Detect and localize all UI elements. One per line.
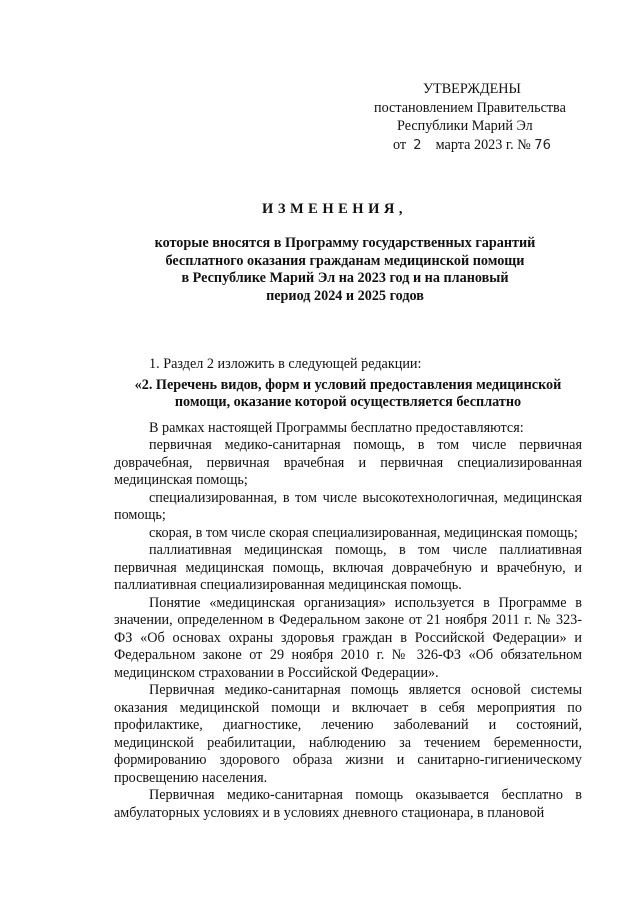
subtitle-line: которые вносятся в Программу государственных гарантий <box>154 235 536 251</box>
subtitle-line: в Республике Марий Эл на 2023 год и на плановый <box>181 270 509 286</box>
handwritten-day: 2 <box>413 137 422 153</box>
subtitle-line: период 2024 и 2025 годов <box>266 287 424 304</box>
handwritten-number: 76 <box>534 137 551 153</box>
item-1: 1. Раздел 2 изложить в следующей редакции: <box>149 356 422 372</box>
paragraph: Понятие «медицинская организация» используется в Программе в значении, определенном в Федеральном законе от 21 ноября 2011 г. № 323-ФЗ «Об основах охраны здоровья граждан в Российской Федерации» и Федеральном законе от 29 ноября 2010 г. № 326-ФЗ «Об обязательном медицинском страховании в Российской Федерации». <box>114 594 582 681</box>
paragraph: паллиативная медицинская помощь, в том числе паллиативная первичная медицинская помощь, включая доврачебную и врачебную, и паллиативная специализированная медицинская помощь. <box>114 542 582 593</box>
section-title <box>114 377 582 412</box>
approval-decree: постановлением Правительства <box>374 99 566 116</box>
approval-region: Республики Марий Эл <box>397 118 533 134</box>
document-body <box>114 356 582 822</box>
paragraph: Первичная медико-санитарная помощь оказывается бесплатно в амбулаторных условиях и в условиях дневного стационара, в плановой <box>114 787 582 821</box>
paragraph: первичная медико-санитарная помощь, в том числе первичная доврачебная, первичная врачебная и первичная специализированная медицинская помощь; <box>114 437 582 488</box>
section-title-line: «2. Перечень видов, форм и условий предоставления медицинской <box>134 376 562 393</box>
subtitle-line: бесплатного оказания гражданам медицинской помощи <box>165 252 525 269</box>
paragraph: скорая, в том числе скорая специализированная, медицинская помощь; <box>149 524 578 541</box>
section-title-line: помощи, оказание которой осуществляется бесплатно <box>174 394 522 410</box>
approval-block <box>360 80 600 155</box>
paragraph: Первичная медико-санитарная помощь является основой системы оказания медицинской помощи и включает в себя мероприятия по профилактике, диагностике, лечению заболеваний и состояний, медицинской реабилитации, наблюдению за течением беременности, формированию здорового образа жизни и санитарно-гигиеническому просвещению населения. <box>114 682 582 786</box>
document-subtitle <box>115 235 575 305</box>
approval-heading: УТВЕРЖДЕНЫ <box>423 81 521 97</box>
paragraph: специализированная, в том числе высокотехнологичная, медицинская помощь; <box>114 489 582 523</box>
approval-date-line <box>360 136 600 156</box>
date-prefix: от <box>393 136 407 153</box>
paragraph: В рамках настоящей Программы бесплатно предоставляются: <box>149 419 524 436</box>
document-title: ИЗМЕНЕНИЯ, <box>262 201 407 217</box>
date-month-year: марта 2023 г. № <box>435 136 531 153</box>
